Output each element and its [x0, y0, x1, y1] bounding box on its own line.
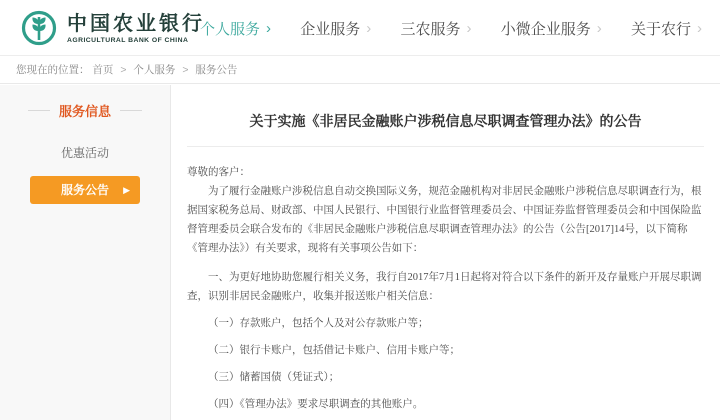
chevron-right-icon: › — [366, 19, 372, 37]
breadcrumb-prefix: 您现在的位置： — [16, 64, 90, 76]
bank-logo-text — [67, 13, 205, 44]
sidebar-item-promotions[interactable]: 优惠活动 — [60, 146, 109, 160]
article-title: 关于实施《非居民金融账户涉税信息尽职调查管理办法》的公告 — [249, 115, 642, 130]
chevron-right-icon: › — [596, 19, 602, 37]
nav-label: 小微企业服务 — [500, 20, 591, 38]
title-divider — [187, 146, 704, 147]
sidebar-title-label: 服务信息 — [58, 104, 111, 119]
sidebar-item-label: 服务公告 — [60, 183, 109, 197]
nav-label: 企业服务 — [300, 20, 361, 38]
article-list-item: （一）存款账户，包括个人及对公存款账户等； — [208, 318, 429, 329]
breadcrumb-current: 服务公告 — [195, 64, 238, 76]
article-list-item: （二）银行卡账户，包括借记卡账户、信用卡账户等； — [208, 345, 460, 356]
nav-item-about[interactable] — [631, 18, 702, 39]
sidebar-item-service-notices[interactable] — [30, 176, 140, 204]
header — [0, 0, 720, 56]
article-list-item: （三）储蓄国债（凭证式）； — [208, 372, 340, 383]
article-paragraph: 一、为更好地协助您履行相关义务，我行自2017年7月1日起将对符合以下条件的新开及存量账户开展尽职调查，识别非居民金融账户，收集并报送账户相关信息： — [187, 272, 702, 302]
breadcrumb-personal[interactable]: 个人服务 — [133, 64, 176, 76]
nav-item-personal[interactable] — [200, 18, 271, 39]
bank-logo[interactable] — [20, 9, 205, 47]
chevron-right-icon: › — [466, 19, 472, 37]
article-paragraph: 为了履行金融账户涉税信息自动交换国际义务，规范金融机构对非居民金融账户涉税信息尽职调查行为，根据国家税务总局、财政部、中国人民银行、中国银行业监督管理委员会、中国证券监督管理委员会和中国保险监督管理委员会联合发布的《非居民金融账户涉税信息尽职调查管理办法》的公告（公告[2017]14号，以下简称《管理办法》）有关要求，现将有关事项公告如下： — [187, 186, 702, 254]
breadcrumb-separator: > — [182, 64, 189, 76]
nav-label: 个人服务 — [200, 20, 261, 38]
nav-item-rural[interactable] — [400, 18, 471, 39]
divider-dash — [28, 110, 50, 111]
arrow-right-icon: ▶ — [123, 185, 130, 195]
bank-name-chinese: 中国农业银行 — [67, 12, 205, 35]
article-body — [187, 163, 704, 414]
nav-item-small-business[interactable] — [501, 18, 602, 39]
chevron-right-icon: › — [266, 19, 272, 37]
bank-name-english: AGRICULTURAL BANK OF CHINA — [67, 36, 189, 44]
article-salutation: 尊敬的客户： — [187, 167, 250, 178]
breadcrumb — [0, 57, 720, 84]
sidebar-title — [0, 101, 170, 120]
chevron-right-icon: › — [696, 19, 702, 37]
article-list-item: （四）《管理办法》要求尽职调查的其他账户。 — [208, 399, 424, 410]
main-nav — [200, 0, 702, 56]
breadcrumb-separator: > — [120, 64, 127, 76]
breadcrumb-home[interactable]: 首页 — [92, 64, 114, 76]
sidebar — [0, 85, 170, 420]
abc-wheat-logo-icon — [20, 9, 58, 47]
article-panel — [170, 85, 720, 420]
nav-label: 三农服务 — [400, 20, 461, 38]
nav-item-corporate[interactable] — [300, 18, 371, 39]
nav-label: 关于农行 — [630, 20, 691, 38]
divider-dash — [120, 110, 142, 111]
